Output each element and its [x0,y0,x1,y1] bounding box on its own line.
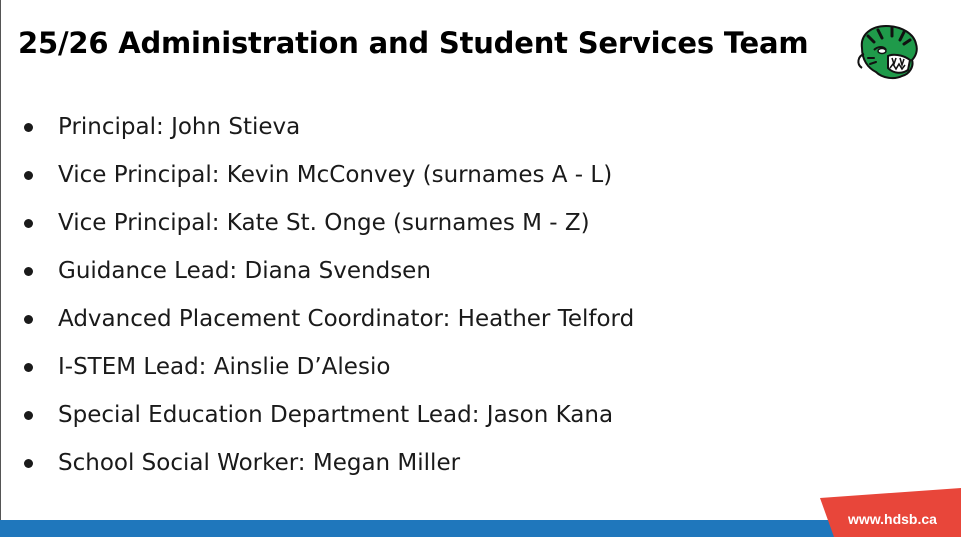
list-item [0,343,634,391]
slide-title: 25/26 Administration and Student Services Team [18,26,809,60]
list-item [0,247,634,295]
list-item-text: Guidance Lead: Diana Svendsen [58,258,431,284]
bullet-icon [24,363,33,372]
list-item-text: Advanced Placement Coordinator: Heather Telford [58,306,635,332]
bullet-icon [24,459,33,468]
list-item-text: Vice Principal: Kevin McConvey (surnames A - L) [58,162,613,188]
list-item [0,295,634,343]
footer-url-link[interactable]: www.hdsb.ca [848,511,937,527]
footer-bar [0,520,961,537]
list-item [0,103,634,151]
team-list [0,103,634,487]
list-item-text: Principal: John Stieva [58,114,301,140]
bullet-icon [24,411,33,420]
bullet-icon [24,315,33,324]
bullet-icon [24,171,33,180]
list-item-text: School Social Worker: Megan Miller [58,450,461,476]
list-item-text: Vice Principal: Kate St. Onge (surnames M - Z) [58,210,590,236]
list-item-text: Special Education Department Lead: Jason Kana [58,402,614,428]
list-item [0,439,634,487]
list-item-text: I-STEM Lead: Ainslie D’Alesio [58,354,391,380]
bullet-icon [24,219,33,228]
list-item [0,151,634,199]
bullet-icon [24,267,33,276]
list-item [0,199,634,247]
bullet-icon [24,123,33,132]
tiger-mascot-icon [852,20,924,82]
list-item [0,391,634,439]
